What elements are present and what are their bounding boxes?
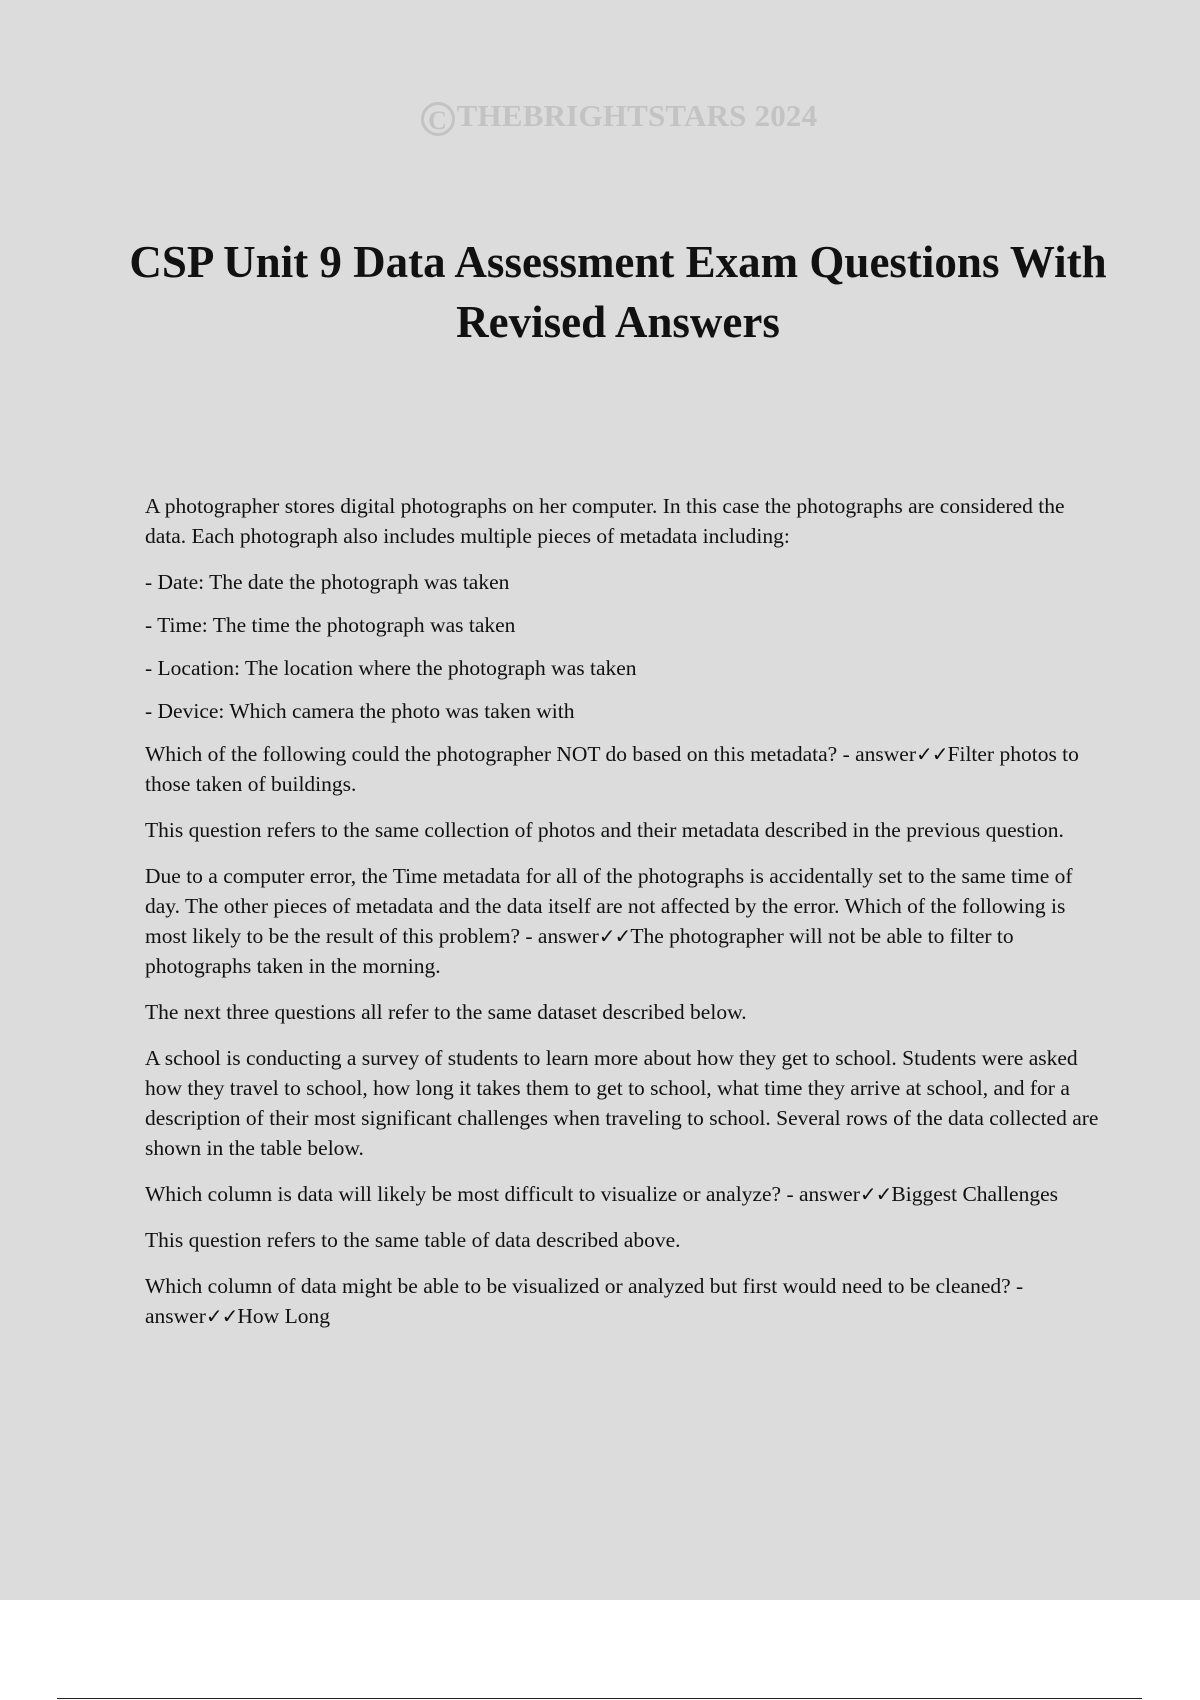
metadata-item-time: - Time: The time the photograph was taken [145, 613, 516, 637]
checkmark-icon: ✓✓ [598, 924, 631, 948]
question-4 [145, 1271, 1100, 1331]
watermark-text: THEBRIGHTSTARS 2024 [456, 98, 818, 133]
checkmark-icon: ✓✓ [859, 1182, 892, 1206]
paragraph-intro: A photographer stores digital photographs on her computer. In this case the photographs are considered the data. Each photograph also includes multiple pieces of metadata including: [145, 494, 1065, 548]
question-1 [145, 739, 1100, 799]
watermark [0, 98, 1200, 136]
question-text: Which of the following could the photographer NOT do based on this metadata? - answer [145, 742, 916, 766]
checkmark-icon: ✓✓ [205, 1304, 238, 1328]
copyright-icon: C [421, 102, 455, 136]
answer-text: How Long [237, 1304, 330, 1328]
paragraph-table-ref: This question refers to the same table of data described above. [145, 1228, 681, 1252]
metadata-item-date: - Date: The date the photograph was taken [145, 570, 510, 594]
metadata-item-device: - Device: Which camera the photo was taken with [145, 699, 575, 723]
answer-text: Filter photos to those taken of buildings. [145, 742, 1079, 796]
paragraph-context: This question refers to the same collection of photos and their metadata described in the previous question. [145, 818, 1064, 842]
paragraph-survey: A school is conducting a survey of students to learn more about how they get to school. Students were asked how they travel to school, how long it takes them to get to school, what time they arrive at school, and for a description of their most significant challenges when traveling to school. Several rows of the data collected are shown in the table below. [145, 1046, 1099, 1160]
question-text: Due to a computer error, the Time metadata for all of the photographs is accidentally set to the same time of day. The other pieces of metadata and the data itself are not affected by the error. Which of the following is most likely to be the result of this problem? - answer [145, 864, 1073, 948]
question-3 [145, 1179, 1100, 1209]
footer-divider [57, 1698, 1142, 1699]
paragraph-dataset-intro: The next three questions all refer to the same dataset described below. [145, 1000, 747, 1024]
question-text: Which column of data might be able to be visualized or analyzed but first would need to be cleaned? - answer [145, 1274, 1024, 1328]
answer-text: The photographer will not be able to filter to photographs taken in the morning. [145, 924, 1014, 978]
question-2 [145, 861, 1100, 981]
checkmark-icon: ✓✓ [916, 742, 948, 766]
metadata-item-location: - Location: The location where the photograph was taken [145, 656, 637, 680]
document-body [145, 491, 1100, 1347]
document-title: CSP Unit 9 Data Assessment Exam Questions With Revised Answers [129, 237, 1107, 347]
question-text: Which column is data will likely be most difficult to visualize or analyze? - answer [145, 1182, 860, 1206]
answer-text: Biggest Challenges [891, 1182, 1058, 1206]
